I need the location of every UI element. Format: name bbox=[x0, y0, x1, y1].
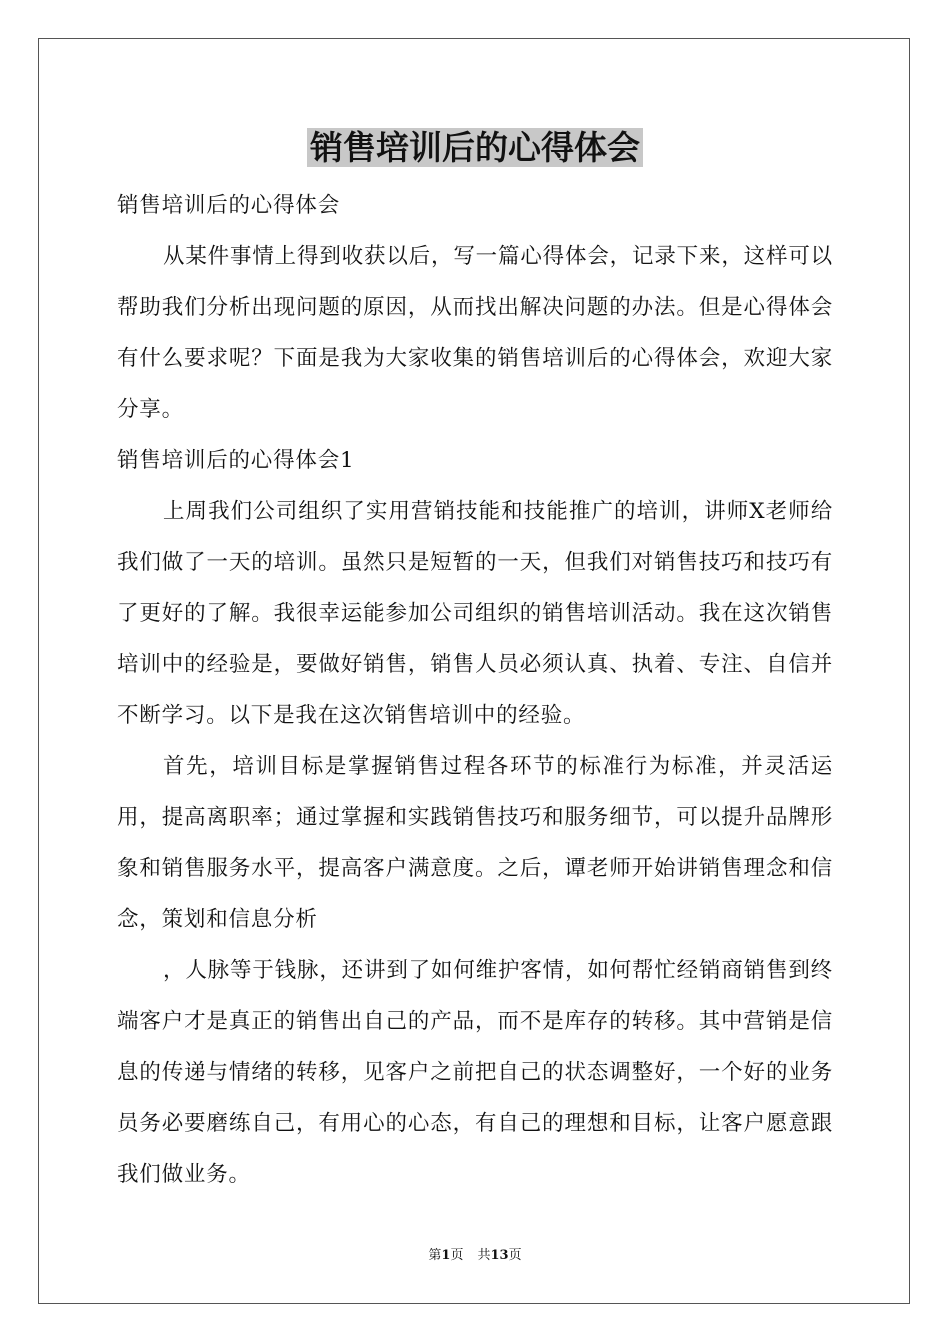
total-pages: 13 bbox=[490, 1248, 509, 1263]
document-title bbox=[0, 127, 950, 169]
section-heading: 销售培训后的心得体会1 bbox=[117, 448, 355, 473]
total-prefix: 共 bbox=[477, 1248, 491, 1263]
page-suffix: 页 bbox=[450, 1248, 464, 1263]
page-number: 1 bbox=[441, 1248, 451, 1263]
document-body bbox=[117, 180, 833, 1200]
subtitle-paragraph: 销售培训后的心得体会 bbox=[117, 193, 341, 218]
body-paragraph: ，人脉等于钱脉，还讲到了如何维护客情，如何帮忙经销商销售到终端客户才是真正的销售出自己的产品，而不是库存的转移。其中营销是信息的传递与情绪的转移，见客户之前把自己的状态调整好，一个好的业务员务必要磨练自己，有用心的心态，有自己的理想和目标，让客户愿意跟我们做业务。 bbox=[117, 958, 833, 1187]
body-paragraph: 上周我们公司组织了实用营销技能和技能推广的培训，讲师X老师给我们做了一天的培训。虽然只是短暂的一天，但我们对销售技巧和技巧有了更好的了解。我很幸运能参加公司组织的销售培训活动。我在这次销售培训中的经验是，要做好销售，销售人员必须认真、执着、专注、自信并不断学习。以下是我在这次销售培训中的经验。 bbox=[117, 499, 833, 728]
document-title-text: 销售培训后的心得体会 bbox=[307, 128, 643, 167]
page-footer bbox=[0, 1248, 950, 1264]
body-paragraph: 首先，培训目标是掌握销售过程各环节的标准行为标准，并灵活运用，提高离职率；通过掌握和实践销售技巧和服务细节，可以提升品牌形象和销售服务水平，提高客户满意度。之后，谭老师开始讲销售理念和信念，策划和信息分析 bbox=[117, 754, 833, 932]
total-suffix: 页 bbox=[508, 1248, 522, 1263]
page-prefix: 第 bbox=[428, 1248, 442, 1263]
intro-paragraph: 从某件事情上得到收获以后，写一篇心得体会，记录下来，这样可以帮助我们分析出现问题的原因，从而找出解决问题的办法。但是心得体会有什么要求呢？下面是我为大家收集的销售培训后的心得体会，欢迎大家分享。 bbox=[117, 244, 833, 422]
